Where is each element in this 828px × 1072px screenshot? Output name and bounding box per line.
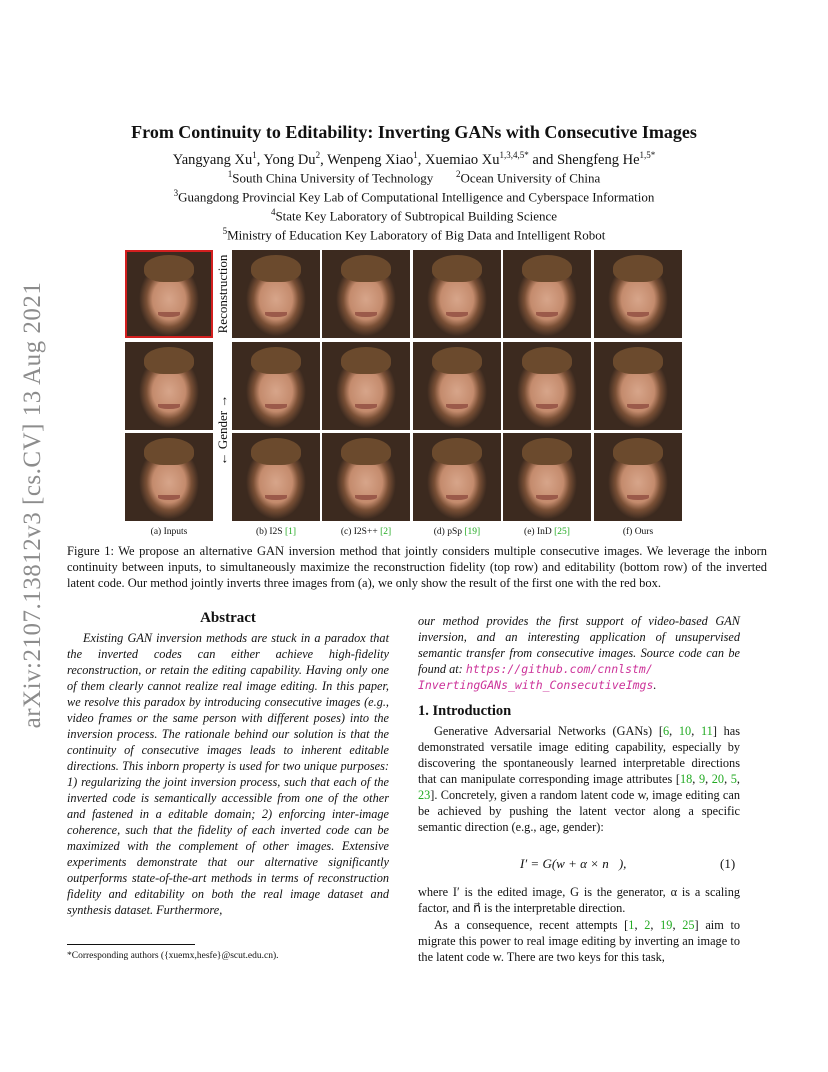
citation-link[interactable]: 23 — [418, 788, 431, 802]
citation-link[interactable]: 6 — [662, 724, 670, 738]
face-image — [232, 342, 320, 430]
text-run: As a consequence, recent attempts [ — [434, 918, 629, 932]
affiliation-text: Guangdong Provincial Key Lab of Computational Intelligence and Cyberspace Information — [178, 189, 655, 205]
citation-link[interactable]: [25] — [554, 527, 570, 537]
face-image — [322, 433, 410, 521]
citation-link[interactable]: 20 — [711, 772, 725, 786]
face-image — [503, 250, 591, 338]
row-label-text: ← Gender → — [215, 394, 230, 466]
subcaption-i2s — [230, 527, 322, 537]
subcaption-i2spp — [320, 527, 412, 537]
row-label-text: Reconstruction — [215, 254, 230, 334]
face-image — [322, 250, 410, 338]
affiliation-line-1 — [60, 169, 768, 186]
citation-link[interactable]: 11 — [700, 724, 713, 738]
text-run: Generative Adversarial Networks (GANs) [ — [434, 724, 663, 738]
affiliation-sup: 1 — [227, 169, 233, 179]
citation-link[interactable]: 25 — [682, 918, 695, 932]
author-list: Yangyang Xu$^1$, Yong Du$^2$, Wenpeng Xiao$^1$, Xuemiao $Xu^{1,3,4,5*}$ and Shengfeng $He^{1,5*}$ — [172, 150, 656, 168]
author-sup: 1 — [413, 150, 418, 160]
face-image — [232, 250, 320, 338]
affiliation-text: Ocean University of China — [460, 170, 601, 186]
citation-link[interactable]: 1 — [628, 918, 635, 932]
citation-link[interactable]: [1] — [284, 527, 297, 537]
author-sup: 1,5* — [639, 150, 656, 160]
abstract-text: Existing GAN inversion methods are stuck in a paradox that the inverted codes can either achieve high-fidelity reconstruction, or retain the editing capability. Having only one of them clearly cannot realize real image editing. In this paper, we resolve this paradox by introducing consecutive images (e.g., video frames or the same person with different poses) into the inversion process. The rationale behind our solution is that the continuity of consecutive images leads to inherent editable directions. This inborn property is used for two unique purposes: 1) regularizing the joint inversion process, such that each of the inverted code is semantically accessible from one of the other and fastened in a editable domain; 2) enforcing inter-image coherence, such that the fidelity of each inverted code can be maximized with the complement of other images. Extensive experiments demonstrate that our alternative significantly outperforms state-of-the-art methods in terms of reconstruction fidelity and editability on both the real image dataset and synthesis dataset. Furthermore, — [67, 631, 389, 917]
citation-link[interactable]: 5 — [730, 772, 737, 786]
text-run: ] aim to migrate this power to real image editing by inverting an image to the latent code w. There are two keys for this task, — [418, 918, 741, 964]
author-sup: 2 — [315, 150, 321, 160]
affiliation-text: State Key Laboratory of Subtropical Building Science — [275, 208, 558, 224]
author-name: Wenpeng Xiao — [327, 151, 414, 168]
arxiv-stamp — [8, 250, 58, 760]
affiliation-sup: 3 — [173, 188, 179, 198]
citation-link[interactable]: 19 — [660, 918, 673, 932]
citation-link[interactable]: [2] — [380, 527, 392, 537]
subcaption-inputs — [123, 527, 215, 537]
author-name: Yangyang Xu — [172, 151, 253, 168]
face-image — [232, 433, 320, 521]
link-part[interactable]: InvertingGANs_with_ConsecutiveImgs — [418, 678, 654, 692]
face-image — [503, 433, 591, 521]
paper-title: From Continuity to Editability: Inverting GANs with Consecutive Images — [131, 122, 697, 142]
footnote: *Corresponding authors ({xuemx,hesfe}@scut.edu.cn). — [67, 951, 279, 961]
citation-link[interactable]: 18 — [679, 772, 693, 786]
citation-link[interactable]: 2 — [644, 918, 651, 932]
face-image — [125, 433, 213, 521]
abstract-heading: Abstract — [200, 610, 256, 626]
author-name: Shengfeng He — [556, 151, 640, 168]
abstract-continued-text: our method provides the first support of video-based GAN inversion, and an interesting application of unsupervised semantic transfer from consecutive images. Source code can be found at: — [418, 614, 740, 676]
face-image — [413, 250, 501, 338]
subcaption-text: (e) InD — [524, 527, 555, 537]
intro-paragraph-3: As a consequence, recent attempts [1, 2, 19, 25] aim to migrate this power to real image editing by inverting an image to the latent code w. There are two keys for this task, — [418, 918, 741, 964]
face-image — [594, 433, 682, 521]
face-image-input-selected — [125, 250, 213, 338]
link-part[interactable]: https://github.com/cnnlstm/ — [465, 662, 653, 676]
text-run: ] has demonstrated versatile image editing capability, especially by discovering the spontaneously learned interpretable directions that can manipulate corresponding image attributes [ — [418, 724, 740, 786]
author-name: Xuemiao Xu — [425, 151, 500, 168]
face-image — [322, 342, 410, 430]
citation-link[interactable]: 10 — [678, 724, 692, 738]
citation-link[interactable]: 9 — [698, 772, 706, 786]
section-heading-introduction: 1. Introduction — [418, 703, 512, 719]
affiliation-text: South China University of Technology — [232, 170, 434, 186]
intro-paragraph-2: where I′ is the edited image, G is the generator, α is a scaling factor, and n⃗ is the interpretable direction. — [418, 885, 740, 915]
arxiv-stamp-text: arXiv:2107.13812v3 [cs.CV] 13 Aug 2021 — [19, 281, 46, 729]
affiliation-text: Ministry of Education Key Laboratory of Big Data and Intelligent Robot — [227, 227, 606, 243]
equation-number: (1) — [720, 856, 736, 871]
subcaption-text: (c) I2S++ — [340, 527, 381, 537]
affiliation-line-2 — [60, 188, 768, 205]
affiliation-sup: 5 — [222, 226, 228, 236]
subcaption-text: (d) pSp — [433, 527, 465, 537]
row-label-reconstruction — [214, 250, 232, 338]
face-image — [413, 342, 501, 430]
row-label-gender — [214, 386, 232, 474]
equation-1: I′ = G(w + α × n⃗), — [520, 856, 627, 871]
face-image — [413, 433, 501, 521]
author-and: and — [532, 151, 554, 168]
author-sup: 1 — [252, 150, 257, 160]
subcaption-text: (f) Ours — [622, 527, 654, 537]
face-image — [594, 342, 682, 430]
face-image — [594, 250, 682, 338]
author-sup: 1,3,4,5* — [499, 150, 529, 160]
face-image — [125, 342, 213, 430]
affiliation-line-4 — [60, 226, 768, 243]
affiliation-line-3 — [60, 207, 768, 224]
abstract-continued: our method provides the first support of video-based GAN inversion, and an interesting application of unsupervised semantic transfer from consecutive images. Source code can be found at: https://github.com/cnnlstm/ InvertingGANs_with_ConsecutiveImgs. — [418, 614, 740, 692]
subcaption-ind — [501, 527, 593, 537]
footnote-rule — [67, 944, 195, 945]
figure-caption: Figure 1: We propose an alternative GAN inversion method that jointly considers multiple consecutive images. We leverage the inborn continuity between inputs, to simultaneously maximize the reconstruction fidelity (top row) and editability (bottom row) of the inverted latent code. Our method jointly inverts three images from (a), we only show the result of the first one with the red box. — [67, 544, 767, 590]
affiliation-sup: 2 — [456, 169, 461, 179]
affiliation-sup: 4 — [270, 207, 276, 217]
author-name: Yong Du — [263, 151, 316, 168]
face-image — [503, 342, 591, 430]
intro-paragraph-1: Generative Adversarial Networks (GANs) [6, 10, 11] has demonstrated versatile image editing capability, especially by discovering the spontaneously learned interpretable directions that can manipulate corresponding image attributes [18, 9, 20, 5, 23]. Concretely, given a random latent code w, image editing can be achieved by pushing the latent vector along a specific semantic direction (e.g., age, gender): — [418, 724, 740, 834]
subcaption-psp — [411, 527, 503, 537]
text-run: ]. Concretely, given a random latent code w, image editing can be achieved by pushing the latent vector along a specific semantic direction (e.g., age, gender): — [418, 788, 740, 834]
citation-link[interactable]: [19] — [464, 527, 481, 537]
subcaption-text: (b) I2S — [255, 527, 285, 537]
subcaption-ours — [592, 527, 684, 537]
subcaption-text: (a) Inputs — [150, 527, 188, 537]
